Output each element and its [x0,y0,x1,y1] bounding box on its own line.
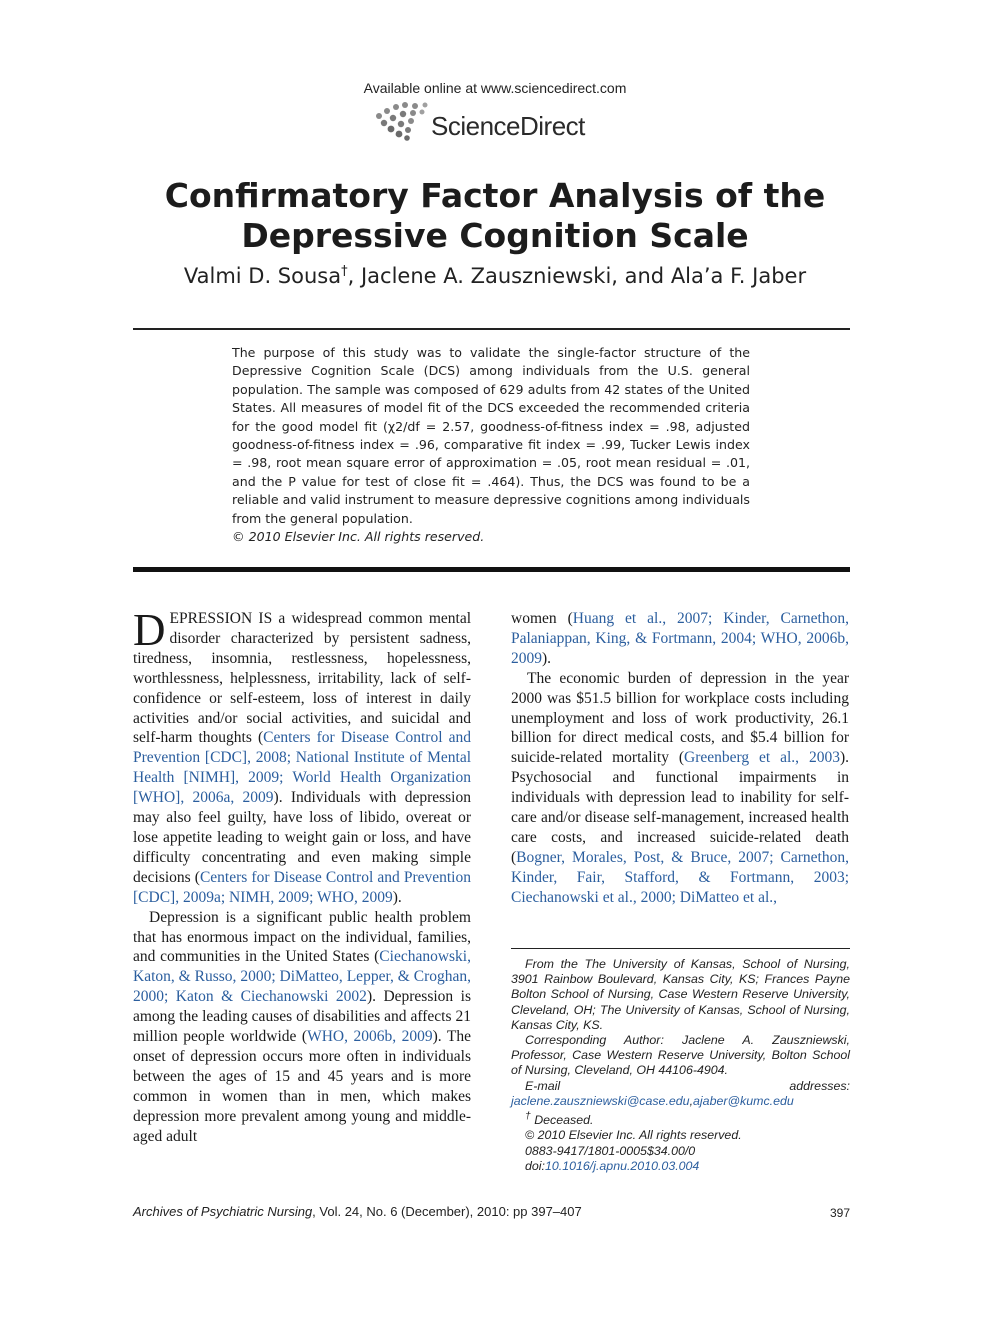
author-list [0,264,990,288]
body-column-left [133,605,471,1146]
deceased-note-text: Deceased. [530,1113,594,1128]
page-number: 397 [829,1206,850,1220]
journal-citation [133,1204,582,1219]
citation-link[interactable]: Huang et al., 2007; Kinder, Carnethon, Palaniappan, King, & Fortmann, 2004; WHO, 2006b, 2009 [511,610,849,667]
lead-in-caps: EPRESSION IS [169,610,273,627]
logo-text: ScienceDirect [431,111,585,141]
author-sousa: Valmi D. Sousa [183,264,342,288]
title-line-2: Depressive Cognition Scale [241,216,749,255]
title-line-1: Confirmatory Factor Analysis of the [164,176,826,215]
sciencedirect-dots-logo-icon [375,102,435,146]
text-run: ). The onset of depression occurs more often in individuals between the ages of 15 and 45 years and is more common in women than in men, which makes depression more prevalent among young and middle-aged adult [133,1028,471,1145]
text-run: ). Psychosocial and functional impairments in individuals with depression lead to inability for self-care and/or disease self-management, increased health care costs, and increased suicide-related death ( [511,749,850,866]
abstract-text: The purpose of this study was to validate the single-factor structure of the Depressive Cognition Scale (DCS) among individuals from the U.S. general population. The sample was composed of 629 adults from 42 states of the United States. All measures of model fit of the DCS exceeded the recommended criteria for the good model fit (χ2/df = 2.57, goodness-of-fitness index = .98, adjusted goodness-of-fitness index = .96, comparative fit index = .99, Tucker Lewis index = .98, root mean square error of approximation = .05, root mean residual = .01, and the P value for test of close fit = .464). Thus, the DCS was found to be a reliable and valid instrument to measure depressive cognitions among individuals from the general population. [232,345,750,526]
issn-note: 0883-9417/1801-0005$34.00/0 [525,1143,696,1158]
email-separator: , [689,1093,694,1108]
citation-link[interactable]: Centers for Disease Control and Prevention [CDC], 2008; National Institute of Mental Health [NIMH], 2009; World Health Organization [WHO], 2006a, 2009 [133,729,471,807]
abstract-copyright: © 2010 Elsevier Inc. All rights reserved. [232,529,485,545]
email-label: E-mail addresses: [525,1078,850,1093]
email-link-2[interactable]: ajaber@kumc.edu [693,1093,794,1108]
text-run: a widespread common mental disorder characterized by persistent sadness, tiredness, insomnia, restlessness, hopelessness, worthlessness, helplessness, irritability, lack of self-confidence or self-esteem, loss of interest in daily activities and/or social activities, and suicidal and self-harm thoughts ( [133,610,471,747]
paragraph-2 [133,908,471,1147]
text-run: ). Depression is among the leading causes of disabilities and affects 21 million people worldwide ( [133,988,471,1046]
deceased-note-mark: † [525,1111,531,1123]
email-link-1[interactable]: jaclene.zauszniewski@case.edu [511,1093,690,1108]
doi-link[interactable]: 10.1016/j.apnu.2010.03.004 [544,1158,700,1173]
deceased-note [511,1109,850,1128]
citation-link[interactable]: WHO, 2006b, 2009 [307,1028,433,1046]
abstract [232,344,750,546]
journal-name: Archives of Psychiatric Nursing [133,1204,313,1219]
text-run: ). Individuals with depression may also feel guilty, have loss of libido, overeat or lose appetite leading to weight gain or loss, and have difficulty concentrating and even making simple decisions ( [133,789,471,886]
header-rule [133,328,850,330]
other-authors: , Jaclene A. Zauszniewski, and Ala’a F. Jaber [347,264,807,288]
text-run: ). [392,888,402,906]
doi-label: doi: [525,1158,545,1173]
text-run: women ( [511,610,573,627]
deceased-mark: † [341,264,348,279]
drop-cap: D [133,605,166,655]
paragraph-1 [133,605,471,908]
abstract-rule [133,567,850,572]
text-run: Depression is a significant public health problem that has enormous impact on the individual, families, and communities in the United States ( [133,908,471,966]
citation-link[interactable]: Ciechanowski, Katon, & Russo, 2000; DiMatteo, Lepper, & Croghan, 2000; Katon & Ciechanowski 2002 [133,948,471,1006]
paragraph-3 [511,609,849,669]
citation-link[interactable]: Greenberg et al., 2003 [684,749,840,767]
body-column-right [511,609,849,908]
copyright-note: © 2010 Elsevier Inc. All rights reserved. [525,1128,742,1143]
doi-note [511,1159,850,1174]
text-run: The economic burden of depression in the year 2000 was $51.5 billion for workplace costs including unemployment and loss of work productivity, 26.1 billion for direct medical costs, and $5.4 billion for suicide-related mortality ( [511,669,849,767]
citation-details: , Vol. 24, No. 6 (December), 2010: pp 397–407 [312,1204,582,1219]
citation-link[interactable]: Centers for Disease Control and Prevention [CDC], 2009a; NIMH, 2009; WHO, 2009 [133,868,471,906]
availability-line: Available online at www.sciencedirect.com [363,80,627,96]
email-note [511,1079,850,1109]
citation-link[interactable]: Bogner, Morales, Post, & Bruce, 2007; Carnethon, Kinder, Fair, Stafford, & Fortmann, 2003; Ciechanowski et al., 2000; DiMatteo et al., [511,848,849,906]
footnote-rule [511,948,850,949]
paragraph-4 [511,669,849,908]
footnotes [511,957,850,1174]
sciencedirect-logo[interactable] [375,102,615,146]
affiliation-note: From the The University of Kansas, School of Nursing, 3901 Rainbow Boulevard, Kansas City, KS; Frances Payne Bolton School of Nursing, Case Western Reserve University, Cleveland, OH; The University of Kansas, School of Nursing, Kansas City, KS. [511,957,850,1032]
article-title [0,176,990,256]
text-run: ). [542,649,552,667]
corresponding-author-note: Corresponding Author: Jaclene A. Zauszniewski, Professor, Case Western Reserve University, Bolton School of Nursing, Cleveland, OH 44106-4904. [511,1033,850,1078]
